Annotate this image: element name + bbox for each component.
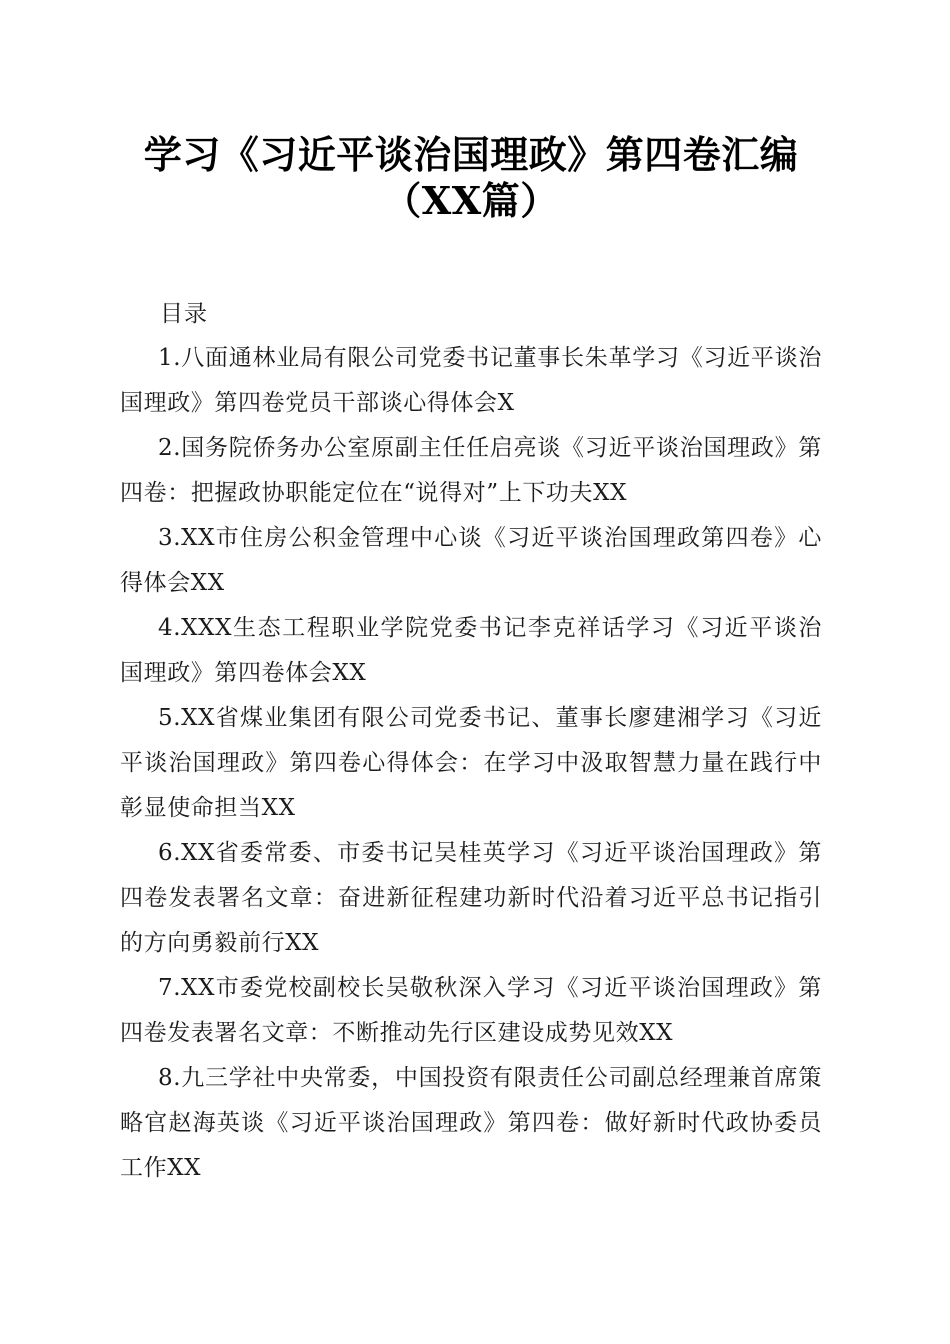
toc-item-8: 8.九三学社中央常委，中国投资有限责任公司副总经理兼首席策略官赵海英谈《习近平谈治国理政》第四卷：做好新时代政协委员工作XX [120, 1065, 822, 1181]
toc-item-5: 5.XX省煤业集团有限公司党委书记、董事长廖建湘学习《习近平谈治国理政》第四卷心得体会：在学习中汲取智慧力量在践行中彰显使命担当XX [120, 705, 822, 821]
toc-item-3: 3.XX市住房公积金管理中心谈《习近平谈治国理政第四卷》心得体会XX [120, 525, 822, 596]
toc-heading: 目录 [160, 301, 208, 327]
toc-item-6: 6.XX省委常委、市委书记吴桂英学习《习近平谈治国理政》第四卷发表署名文章：奋进新征程建功新时代沿着习近平总书记指引的方向勇毅前行XX [120, 840, 822, 956]
toc-list [120, 336, 822, 1191]
toc-item-2: 2.国务院侨务办公室原副主任任启亮谈《习近平谈治国理政》第四卷：把握政协职能定位在“说得对”上下功夫XX [120, 435, 822, 506]
toc-item-4: 4.XXX生态工程职业学院党委书记李克祥话学习《习近平谈治国理政》第四卷体会XX [120, 615, 822, 686]
toc-item-1: 1.八面通林业局有限公司党委书记董事长朱革学习《习近平谈治国理政》第四卷党员干部谈心得体会X [120, 345, 822, 416]
document-title: 学习《习近平谈治国理政》第四卷汇编（XX篇） [143, 132, 799, 223]
toc-item-7: 7.XX市委党校副校长吴敬秋深入学习《习近平谈治国理政》第四卷发表署名文章：不断推动先行区建设成势见效XX [120, 975, 822, 1046]
